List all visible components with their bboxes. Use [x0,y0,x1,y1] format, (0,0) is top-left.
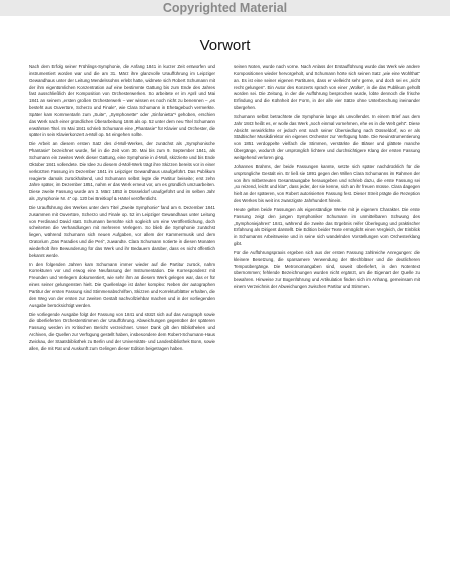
paragraph: Nach dem Erfolg seiner Frühlings-Symphonie, die Anfang 1841 in kurzer Zeit entworfen und instrumentiert worden war und die am 31. März ihre glanzvolle Uraufführung im Leipziger Gewandhaus unter der Leitung Mendelssohns erlebt hatte, widmete sich Robert Schumann mit der ihm eigentümlichen Konzentration auf eine bestimmte Gattung bis zum Ende des Jahres fast ausschließlich der Komposition von Orchesterwerken. So arbeitete er im April und Mai 1841 an seinem „ersten großen Orchesterwerk – wer wissen es noch nicht zu benennen – „es besteht aus Ouvertüre, Scherzo und Finale“, wie Clara Schumann in Ehetagebuch vermerkte. Später kam Kommentarln zum „Suite“, „Symphonette“ oder „Sinfonietta“¹ gehoben, erschien das Werk nach einer gründlichen Überarbeitung 1846 als op. 52 unter dem neu Titel Schumann erwähnten Titel. Im Mai 1841 schrieb Schumann eine „Phantasie“ für Klavier und Orchester, die später in sein Klavierkonzert a-Moll op. 54 eingehen sollte. [29,64,215,138]
page-title: Vorwort [199,37,251,54]
paragraph: Die Uraufführung des Werkes unter dem Titel „Zweite Symphonie“ fand am 6. Dezember 1841 zusammen mit Ouvertüre, Scherzo und Finale op. 52 im Leipziger Gewandhaus unter Leitung von Ferdinand David statt. Schumann bemühte sich sogleich um eine Veröffentlichung, doch scheiterten die Verhandlungen mit mehreren Verlegern. So blieb die Symphonie zunächst liegen, während Schumann sich neuen Aufgaben, vor allem der Kammermusik und dem Oratorium „Das Paradies und die Peri“, zuwandte. Clara Schumann notierte in diesen Monaten wiederholt ihre Bewunderung für das Werk und ihr Bedauern darüber, dass es nicht öffentlich bekannt werde. [29,204,215,258]
paragraph: Die vorliegende Ausgabe folgt der Fassung von 1841 und stützt sich auf das Autograph sowie die überlieferten Orchesterstimmen der Uraufführung. Abweichungen gegenüber der späteren Fassung werden im Kritischen Bericht verzeichnet. Unser Dank gilt den Bibliotheken und Archiven, die Quellen zur Verfügung gestellt haben, insbesondere dem Robert-Schumann-Haus Zwickau, der Staatsbibliothek zu Berlin und der Universitäts- und Landesbibliothek Bonn, sowie allen, die mit Rat und Auskunft zum Gelingen dieser Edition beigetragen haben. [29,311,215,351]
copyright-banner [0,0,450,16]
paragraph: Heute gelten beide Fassungen als eigenständige Werke mit je eigenem Charakter. Die erste Fassung zeigt den jungen Symphoniker Schumann im unmittelbaren Schwung des „Symphoniejahres“ 1841, während die zweite das Ergebnis reifer Überlegung und praktischer Erfahrung als Dirigent darstellt. Die Edition beider Texte ermöglicht einen Vergleich, der Einblick in Schumanns Arbeitsweise und in seine sich wandelnden Vorstellungen vom Orchesterklang gibt. [234,206,420,247]
paragraph: Für die Aufführungspraxis ergeben sich aus der ersten Fassung zahlreiche Anregungen: die kleinere Besetzung, die sparsamere Verwendung der Blechbläser und die deutlicheren Tempoübergänge. Die Metronomangaben sind, soweit überliefert, in den Notentext übernommen; fehlende Bezeichnungen wurden nicht ergänzt, um die Eigenart der Quelle zu bewahren. Hinweise zur Bogenführung und Artikulation finden sich im Anhang, gemeinsam mit einem Verzeichnis der Abweichungen zwischen Partitur und Stimmen. [234,249,420,290]
paragraph: Johannes Brahms, der beide Fassungen kannte, setzte sich später nachdrücklich für die ursprüngliche Gestalt ein. Er ließ sie 1891 gegen den Willen Clara Schumanns im Rahmen der von ihm mitbetreuten Gesamtausgabe herausgeben und schrieb dazu, die erste Fassung sei „so reizend, leicht und klar“, dass jeder, der sie kenne, sich an ihr freuen müsse. Clara dagegen hielt an der späteren, von Robert autorisierten Fassung fest. Dieser Streit prägte die Rezeption des Werkes bis weit ins zwanzigste Jahrhundert hinein. [234,163,420,204]
copyright-banner-text: Copyrighted Material [162,1,288,15]
paragraph: In den folgenden Jahren kam Schumann immer wieder auf die Partitur zurück, nahm Korrekturen vor und erwog eine Neufassung der Instrumentation. Die Korrespondenz mit Freunden und Verlegern dokumentiert, wie sehr ihm an diesem Werk gelegen war, das er für eines seiner gelungensten hielt. Die Quellenlage ist daher komplex: Neben der autographen Partitur der ersten Fassung sind Stimmenabschriften, Skizzen und Korrekturblätter erhalten, die den Weg von der ersten zur zweiten Gestalt nachvollziehbar machen und in der vorliegenden Ausgabe berücksichtigt werden. [29,261,215,308]
left-text-column [29,64,215,559]
right-text-column [234,64,420,559]
paragraph: Schumann selbst betrachtete die Symphonie lange als unvollendet. In einem Brief aus dem Jahr 1843 heißt es, er wolle das Werk „noch einmal vornehmen, ehe es in die Welt geht“. Diese Absicht verwirklichte er jedoch erst nach seiner Übersiedlung nach Düsseldorf, wo er als Städtischer Musikdirektor ein eigenes Orchester zur Verfügung hatte. Die Neuinstrumentierung von 1851 verdoppelte vielfach die Stimmen, verstärkte die Bläser und glättete manche Übergänge, wodurch der ursprünglich lichtere und durchsichtigere Klang der ersten Fassung weitgehend verloren ging. [234,113,420,160]
paragraph: seinen Noten, wurde nach vorne. Nach Anlass der Erstaufführung wurde das Werk wie andere Kompositionen wieder hervorgeholt, und Schumann hörte sich seinen Satz „wie eine Wohlthat“ an. Es ist eine seiner eigenen Partituren, dass er vielleicht sehr gerne, und doch sei es „nicht recht gelungen“. Ein Autor des Konzerts sprach von einer „Wolke“, in die das Publikum gehüllt worden sei. Die Zeitung, in der die Aufführung besprochen wurde, lobte dennoch die frische Erfindung und die Kühnheit der Form, in der alle vier Sätze ohne Unterbrechung ineinander übergehen. [234,64,420,111]
paragraph: Die Arbeit an diesem ersten Satz des d-Moll-Werkes, der zunächst als „Symphonische Phantasie“ bezeichnet wurde, fiel in die Zeit vom 30. Mai bis zum 9. September 1841, als Schumann ein zweites Werk dieser Gattung, eine Symphonie in d-Moll, skizzierte und bis Ende Oktober 1841 vollendete. Die Idee zu diesem d-Moll-Werk trägt ihre Skizzen bereits vor in einer verkürzten Fassung im Dezember 1841 im Leipziger Gewandhaus uraufgeführt. Das Publikum reagierte damals zurückhaltend, und Schumann selbst legte die Partitur beiseite; erst zehn Jahre später, im Dezember 1851, nahm er das Werk erneut vor, um es gründlich umzuarbeiten. Diese zweite Fassung wurde am 3. März 1853 in Düsseldorf uraufgeführt und im selben Jahr als „Symphonie Nr. 4“ op. 120 bei Breitkopf & Härtel veröffentlicht. [29,141,215,202]
